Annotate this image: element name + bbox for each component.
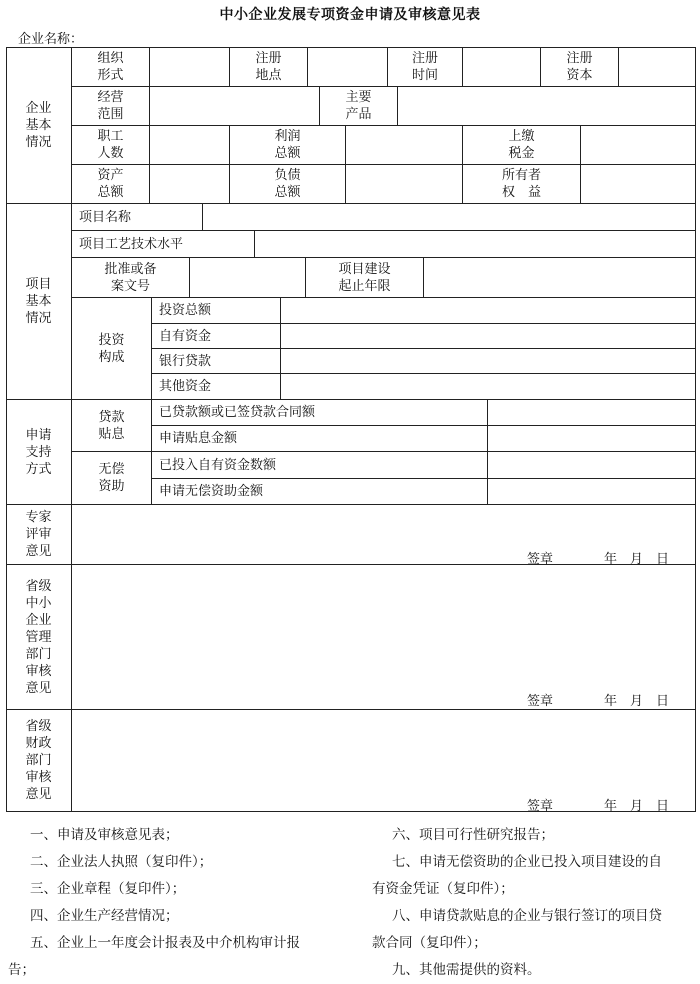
note-item: 一、申请及审核意见表； <box>30 827 179 843</box>
form-title: 中小企业发展专项资金申请及审核意见表 <box>219 7 481 23</box>
label-tax-paid: 上缴 税金 <box>463 126 581 165</box>
label-reg-capital: 注册 资本 <box>541 47 619 87</box>
label-approval-no: 批准或备 案文号 <box>72 258 190 298</box>
note-item: 八、申请贷款贴息的企业与银行签订的项目贷 <box>392 908 662 924</box>
label-employees: 职工 人数 <box>72 126 150 165</box>
label-tech-level: 项目工艺技术水平 <box>72 231 255 258</box>
label-subsidy-amount: 申请贴息金额 <box>152 426 488 452</box>
input-reg-place[interactable] <box>308 47 388 87</box>
label-org-form: 组织 形式 <box>72 47 150 87</box>
label-grant-amount: 申请无偿资助金额 <box>152 479 488 505</box>
input-tax-paid[interactable] <box>581 126 696 165</box>
sme-department-opinion-area[interactable] <box>72 565 696 710</box>
input-project-name[interactable] <box>203 204 696 231</box>
input-construction-period[interactable] <box>424 258 696 298</box>
label-business-scope: 经营 范围 <box>72 87 150 126</box>
section-label-expert-review: 专家 评审 意见 <box>6 505 72 565</box>
label-own-invested: 已投入自有资金数额 <box>152 452 488 479</box>
note-item: 告； <box>8 962 35 978</box>
attachment-list-right <box>372 822 662 984</box>
input-grant-amount[interactable] <box>488 479 696 505</box>
signature-label: 签章 <box>527 552 554 567</box>
section-label-support: 申请 支持 方式 <box>6 400 72 505</box>
input-loan-signed[interactable] <box>488 400 696 426</box>
note-item: 款合同（复印件）； <box>372 935 487 951</box>
input-approval-no[interactable] <box>190 258 306 298</box>
section-label-project: 项目 基本 情况 <box>6 204 72 400</box>
input-total-investment[interactable] <box>281 298 696 324</box>
section-label-enterprise: 企业 基本 情况 <box>6 47 72 204</box>
signature-date: 年 月 日 <box>604 694 670 709</box>
section-label-finance-department: 省级 财政 部门 审核 意见 <box>6 710 72 812</box>
input-subsidy-amount[interactable] <box>488 426 696 452</box>
input-org-form[interactable] <box>150 47 230 87</box>
section-label-sme-department: 省级 中小 企业 管理 部门 审核 意见 <box>6 565 72 710</box>
input-employees[interactable] <box>150 126 230 165</box>
input-tech-level[interactable] <box>255 231 696 258</box>
label-reg-time: 注册 时间 <box>388 47 463 87</box>
expert-opinion-area[interactable] <box>72 505 696 565</box>
input-owner-equity[interactable] <box>581 165 696 204</box>
label-investment-structure: 投资 构成 <box>72 298 152 400</box>
label-main-products: 主要 产品 <box>320 87 398 126</box>
attachment-list-left <box>8 822 300 984</box>
input-total-profit[interactable] <box>346 126 463 165</box>
input-own-funds[interactable] <box>281 324 696 349</box>
note-item: 三、企业章程（复印件）； <box>30 881 186 897</box>
label-project-name: 项目名称 <box>72 204 203 231</box>
note-item: 有资金凭证（复印件）； <box>372 881 514 897</box>
input-business-scope[interactable] <box>150 87 320 126</box>
label-construction-period: 项目建设 起止年限 <box>306 258 424 298</box>
label-loan-subsidy: 贷款 贴息 <box>72 400 152 452</box>
signature-date: 年 月 日 <box>604 799 670 814</box>
label-reg-place: 注册 地点 <box>230 47 308 87</box>
label-total-assets: 资产 总额 <box>72 165 150 204</box>
signature-label: 签章 <box>527 694 554 709</box>
label-loan-signed: 已贷款额或已签贷款合同额 <box>152 400 488 426</box>
company-name-label: 企业名称： <box>18 32 84 47</box>
label-owner-equity: 所有者 权 益 <box>463 165 581 204</box>
note-item: 四、企业生产经营情况； <box>30 908 179 924</box>
label-grant: 无偿 资助 <box>72 452 152 505</box>
input-bank-loan[interactable] <box>281 349 696 374</box>
input-other-funds[interactable] <box>281 374 696 400</box>
note-item: 七、申请无偿资助的企业已投入项目建设的自 <box>392 854 662 870</box>
note-item: 二、企业法人执照（复印件）； <box>30 854 213 870</box>
input-reg-time[interactable] <box>463 47 541 87</box>
label-own-funds: 自有资金 <box>152 324 281 349</box>
note-item: 九、其他需提供的资料。 <box>392 962 541 978</box>
label-bank-loan: 银行贷款 <box>152 349 281 374</box>
note-item: 六、项目可行性研究报告； <box>392 827 554 843</box>
label-total-liabilities: 负债 总额 <box>230 165 346 204</box>
input-total-assets[interactable] <box>150 165 230 204</box>
input-main-products[interactable] <box>398 87 696 126</box>
signature-date: 年 月 日 <box>604 552 670 567</box>
label-total-profit: 利润 总额 <box>230 126 346 165</box>
label-other-funds: 其他资金 <box>152 374 281 400</box>
signature-label: 签章 <box>527 799 554 814</box>
finance-department-opinion-area[interactable] <box>72 710 696 812</box>
label-total-investment: 投资总额 <box>152 298 281 324</box>
note-item: 五、企业上一年度会计报表及中介机构审计报 <box>30 935 300 951</box>
input-total-liabilities[interactable] <box>346 165 463 204</box>
input-own-invested[interactable] <box>488 452 696 479</box>
input-reg-capital[interactable] <box>619 47 696 87</box>
